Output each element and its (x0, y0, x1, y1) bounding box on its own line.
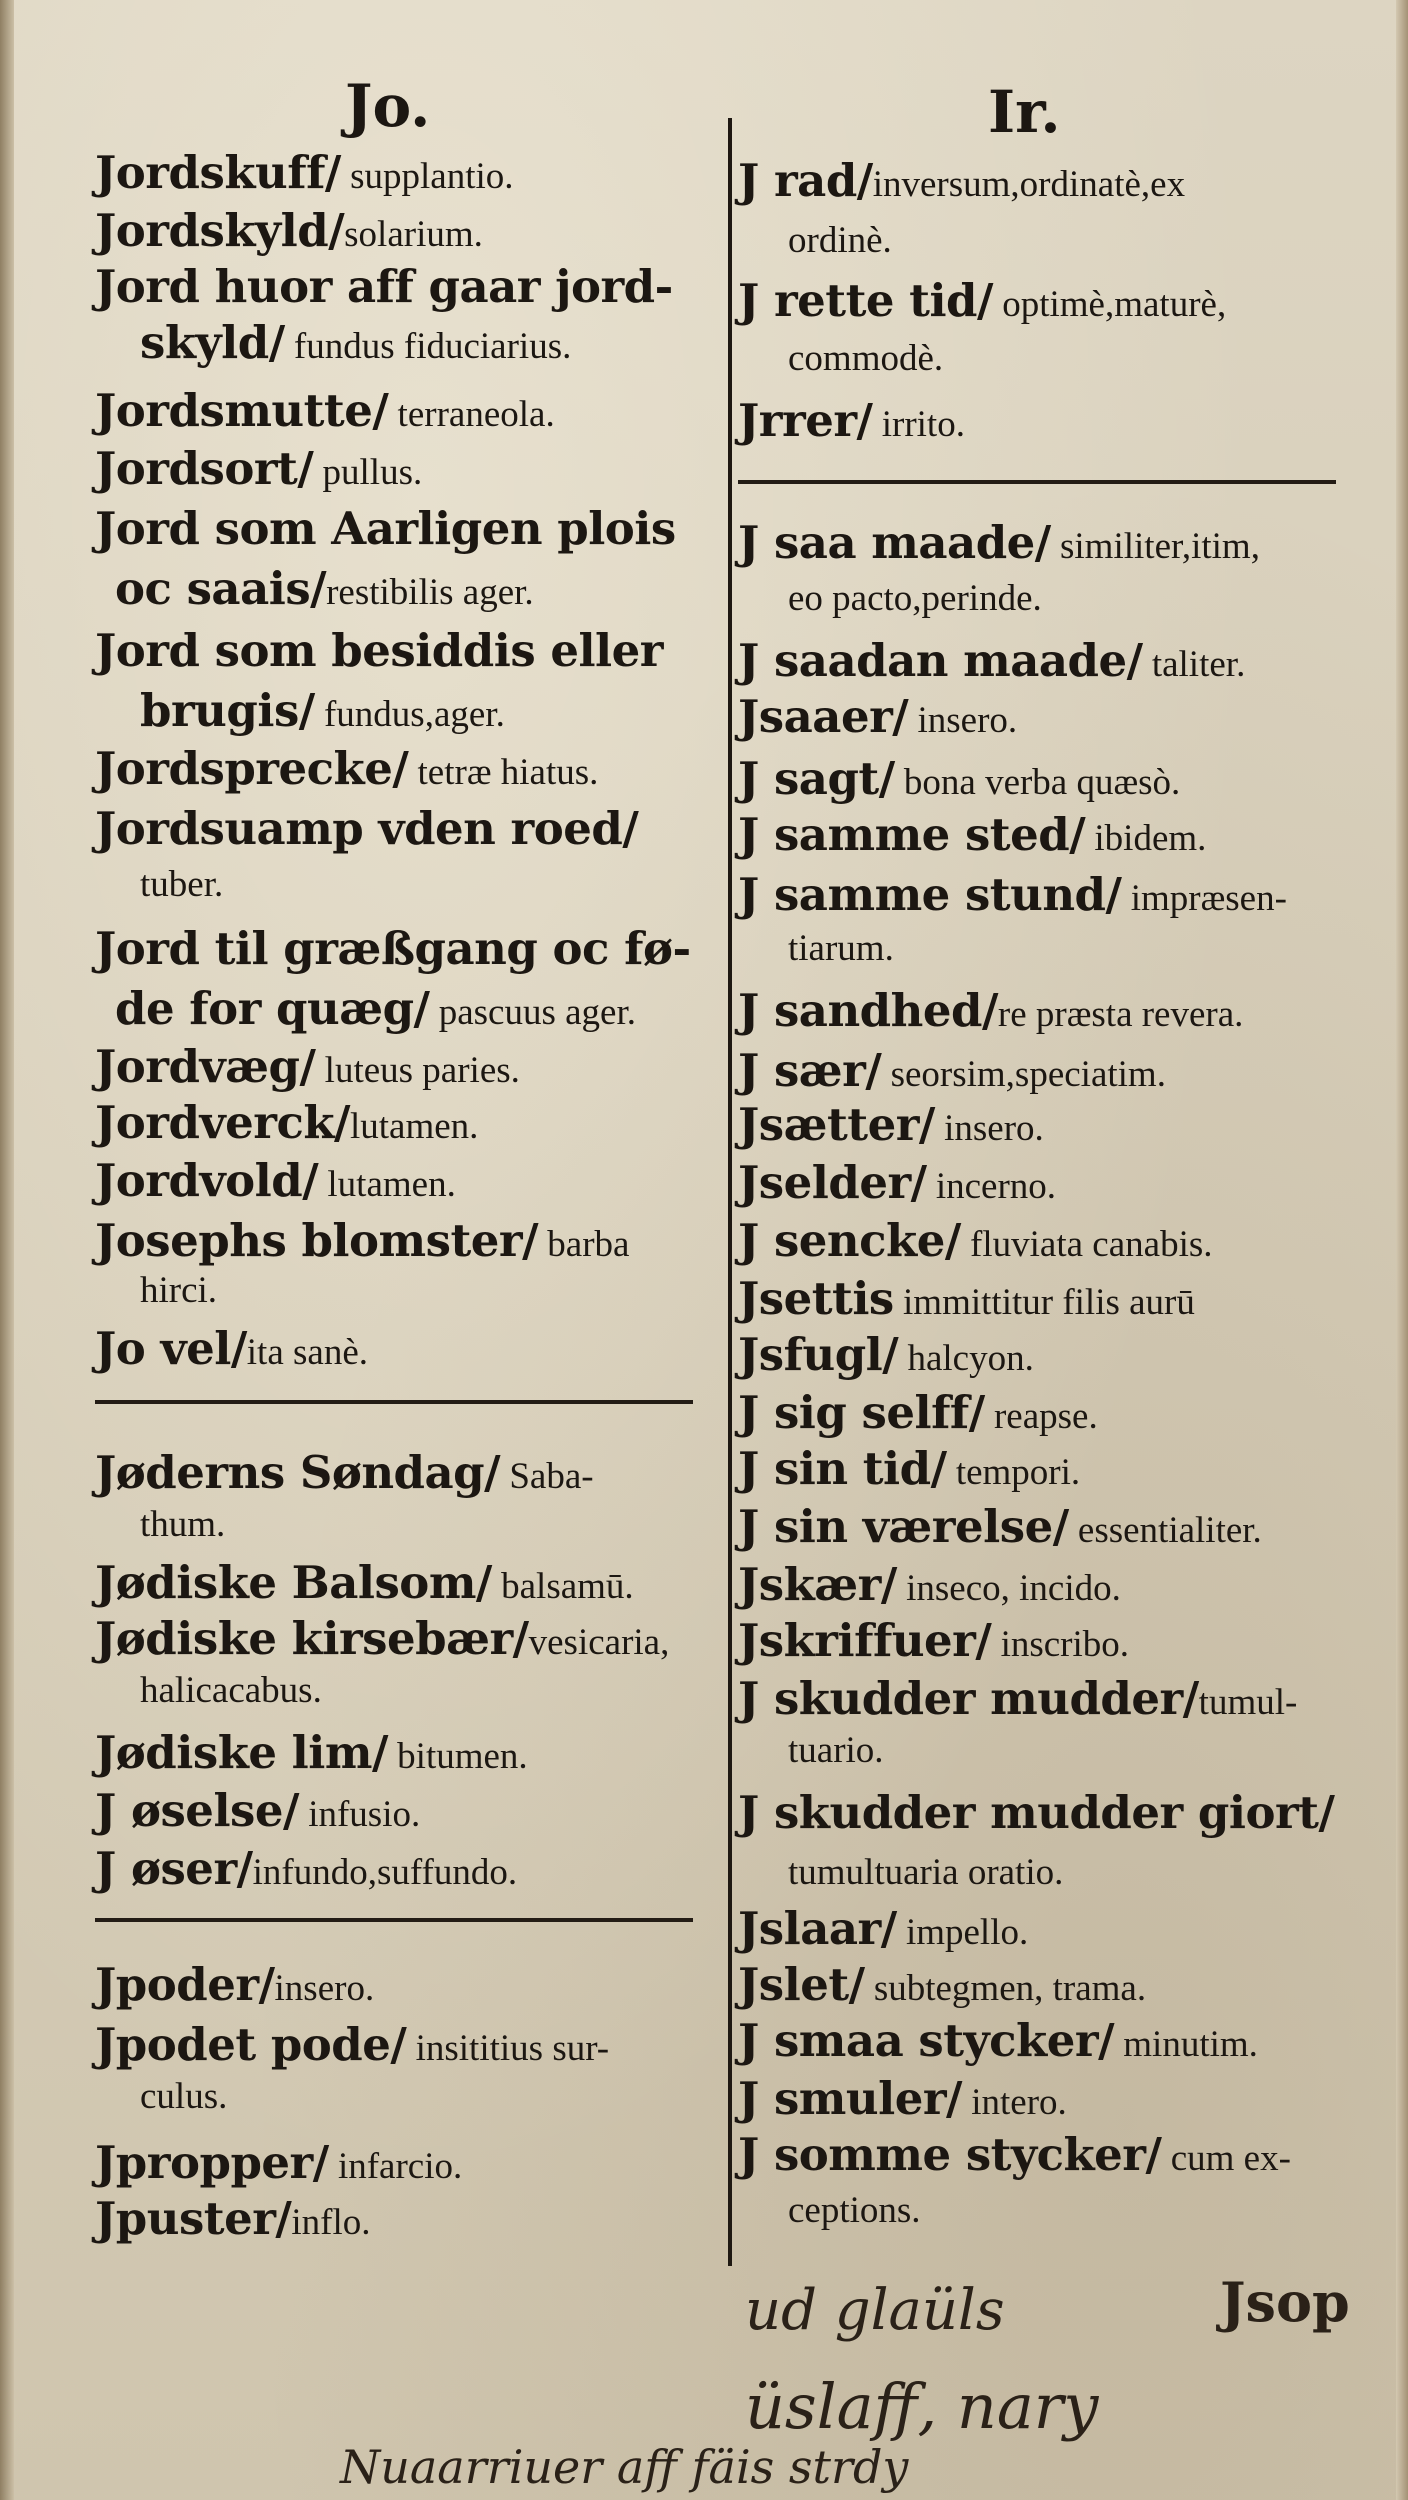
section-rule-left-2 (95, 1918, 693, 1922)
latin-gloss: tetræ hiatus. (408, 752, 599, 793)
right-column-entry (738, 634, 1246, 687)
right-column-entry (738, 984, 1244, 1037)
page-left-edge (0, 0, 14, 2500)
latin-gloss: irrito. (872, 404, 965, 445)
headword: Jord til græßgang oc fø- (95, 922, 691, 975)
headword: Jslaar/ (738, 1902, 897, 1955)
left-column-entry (95, 1446, 594, 1499)
left-column-entry (140, 866, 223, 903)
left-column-entry (140, 1506, 225, 1543)
latin-gloss: solarium. (344, 214, 483, 255)
headword: J smaa stycker/ (738, 2014, 1115, 2067)
left-column-entry (95, 1040, 520, 1093)
right-column-entry (788, 1854, 1063, 1891)
handwritten-note-1b: Jsop (1220, 2270, 1350, 2334)
headword: Jsætter/ (738, 1098, 935, 1151)
latin-gloss: tiarum. (788, 928, 894, 969)
left-column-entry (95, 260, 673, 313)
left-column-entry (140, 1672, 322, 1709)
right-column-entry (738, 1958, 1147, 2011)
latin-gloss: lutamen. (349, 1106, 479, 1147)
right-column-entry (738, 868, 1287, 921)
left-column-entry (95, 1556, 634, 1609)
headword: J somme stycker/ (738, 2128, 1162, 2181)
right-column-entry (738, 1500, 1262, 1553)
headword: Jslet/ (738, 1958, 865, 2011)
left-column-entry (95, 1214, 630, 1267)
left-column-entry (95, 204, 483, 257)
headword: J sig selff/ (738, 1386, 985, 1439)
headword: Josephs blomster/ (95, 1214, 539, 1267)
left-column-entry (95, 1096, 479, 1149)
headword: Jsaaer/ (738, 690, 909, 743)
headword: Jskær/ (738, 1558, 897, 1611)
right-column-entry (738, 1044, 1166, 1097)
headword: J sær/ (738, 1044, 882, 1097)
right-column-entry (738, 1156, 1057, 1209)
latin-gloss: minutim. (1114, 2024, 1258, 2065)
headword: J rad/ (738, 154, 873, 207)
headword: brugis/ (140, 684, 315, 737)
latin-gloss: halcyon. (898, 1338, 1034, 1379)
headword: Jødiske lim/ (95, 1726, 388, 1779)
headword: J sin tid/ (738, 1442, 947, 1495)
headword: Jsettis (738, 1272, 894, 1325)
latin-gloss: eo pacto,perinde. (788, 578, 1042, 619)
headword: Jpoder/ (95, 1958, 275, 2011)
latin-gloss: luteus paries. (315, 1050, 520, 1091)
right-column-entry (738, 1558, 1121, 1611)
right-column-entry (738, 808, 1207, 861)
latin-gloss: ita sanè. (246, 1332, 369, 1373)
headword: Jo vel/ (95, 1322, 247, 1375)
headword: Jordsprecke/ (95, 742, 409, 795)
headword: Jødiske kirsebær/ (95, 1612, 529, 1665)
right-column-entry (738, 1902, 1029, 1955)
left-column-entry (140, 316, 572, 369)
headword: Jordsort/ (95, 442, 314, 495)
latin-gloss: re præsta revera. (997, 994, 1244, 1035)
right-column-entry (738, 2072, 1067, 2125)
latin-gloss: lutamen. (318, 1164, 456, 1205)
latin-gloss: commodè. (788, 338, 944, 379)
left-column-entry (95, 146, 514, 199)
latin-gloss: pullus. (313, 452, 423, 493)
headword: Jpodet pode/ (95, 2018, 407, 2071)
latin-gloss: inflo. (291, 2202, 371, 2243)
left-column-entry (95, 2192, 371, 2245)
latin-gloss: hirci. (140, 1270, 218, 1311)
headword: J sagt/ (738, 752, 895, 805)
left-column-entry (95, 384, 555, 437)
right-column-entry (738, 1386, 1098, 1439)
latin-gloss: infarcio. (328, 2146, 463, 2187)
left-column-entry (140, 684, 505, 737)
right-column-entry (738, 1614, 1130, 1667)
left-column-entry (95, 922, 691, 975)
latin-gloss: impello. (896, 1912, 1029, 1953)
headword: Jsfugl/ (738, 1328, 899, 1381)
latin-gloss: fluviata canabis. (960, 1224, 1213, 1265)
left-column-entry (95, 1612, 670, 1665)
latin-gloss: insero. (934, 1108, 1044, 1149)
headword: Jskriffuer/ (738, 1614, 992, 1667)
latin-gloss: tuber. (140, 864, 224, 905)
right-column-entry (738, 1272, 1195, 1325)
latin-gloss: insero. (908, 700, 1018, 741)
latin-gloss: halicacabus. (140, 1670, 322, 1711)
latin-gloss: tempori. (946, 1452, 1081, 1493)
latin-gloss: pascuus ager. (429, 992, 637, 1033)
latin-gloss: incerno. (926, 1166, 1057, 1207)
latin-gloss: insero. (274, 1968, 375, 2009)
left-column-entry (95, 802, 639, 855)
latin-gloss: balsamū. (491, 1566, 634, 1607)
headword: Jordsuamp vden roed/ (95, 802, 639, 855)
handwritten-note-2: üslaff, nary (745, 2370, 1099, 2443)
latin-gloss: insititius sur- (406, 2028, 610, 2069)
latin-gloss: infundo,suffundo. (252, 1852, 518, 1893)
left-column-entry (115, 982, 637, 1035)
latin-gloss: ceptions. (788, 2190, 921, 2231)
column-divider-line (728, 118, 732, 2266)
latin-gloss: reapse. (984, 1396, 1098, 1437)
latin-gloss: ibidem. (1085, 818, 1207, 859)
latin-gloss: subtegmen, trama. (864, 1968, 1147, 2009)
headword: J skudder mudder giort/ (738, 1786, 1335, 1839)
headword: J samme stund/ (738, 868, 1122, 921)
handwritten-note-3: Nuaarriuer aff fäis strdy (340, 2440, 909, 2494)
right-column-entry (788, 222, 892, 259)
left-column-entry (95, 1842, 518, 1895)
headword: Jordverck/ (95, 1096, 350, 1149)
latin-gloss: inscribo. (991, 1624, 1130, 1665)
headword: J saa maade/ (738, 516, 1051, 569)
headword: J sin værelse/ (738, 1500, 1069, 1553)
latin-gloss: essentialiter. (1068, 1510, 1262, 1551)
latin-gloss: fundus,ager. (314, 694, 505, 735)
right-column-entry (738, 516, 1260, 569)
right-column-entry (738, 690, 1018, 743)
latin-gloss: tumultuaria oratio. (788, 1852, 1064, 1893)
right-column-entry (738, 1328, 1034, 1381)
latin-gloss: similiter,itim, (1050, 526, 1260, 567)
left-column-entry (95, 442, 423, 495)
right-column-entry (788, 930, 894, 967)
right-column-entry (788, 340, 943, 377)
headword: Jpropper/ (95, 2136, 329, 2189)
left-column-entry (95, 2018, 610, 2071)
latin-gloss: terraneola. (388, 394, 555, 435)
left-column-entry (95, 1784, 421, 1837)
latin-gloss: bona verba quæsò. (894, 762, 1181, 803)
left-column-entry (95, 742, 599, 795)
latin-gloss: restibilis ager. (326, 572, 534, 613)
right-column-entry (738, 1786, 1335, 1839)
latin-gloss: thum. (140, 1504, 226, 1545)
latin-gloss: cum ex- (1161, 2138, 1291, 2179)
left-column-entry (95, 502, 676, 555)
headword: Jord som Aarligen plois (95, 502, 676, 555)
latin-gloss: Saba- (500, 1456, 594, 1497)
headword: oc saais/ (115, 562, 327, 615)
right-column-entry (738, 154, 1186, 207)
latin-gloss: seorsim,speciatim. (881, 1054, 1166, 1095)
headword: J øselse/ (95, 1784, 299, 1837)
headword: Jpuster/ (95, 2192, 292, 2245)
headword: Jordskuff/ (95, 146, 341, 199)
left-column-entry (140, 1272, 217, 1309)
left-column-heading: Jo. (345, 72, 431, 140)
headword: Jord som besiddis eller (95, 624, 663, 677)
left-column-entry (95, 1958, 375, 2011)
headword: Jødiske Balsom/ (95, 1556, 492, 1609)
latin-gloss: tumul- (1198, 1682, 1298, 1723)
right-column-entry (788, 580, 1042, 617)
left-column-entry (95, 624, 663, 677)
latin-gloss: inversum,ordinatè,ex (872, 164, 1186, 205)
headword: J rette tid/ (738, 274, 993, 327)
latin-gloss: impræsen- (1121, 878, 1287, 919)
latin-gloss: bitumen. (387, 1736, 528, 1777)
headword: J skudder mudder/ (738, 1672, 1199, 1725)
headword: J øser/ (95, 1842, 253, 1895)
latin-gloss: barba (538, 1224, 630, 1265)
right-column-entry (738, 274, 1227, 327)
right-column-entry (738, 2128, 1291, 2181)
right-column-entry (788, 1732, 884, 1769)
latin-gloss: optimè,maturè, (992, 284, 1227, 325)
latin-gloss: fundus fiduciarius. (284, 326, 572, 367)
left-column-entry (95, 1322, 369, 1375)
headword: Jordsmutte/ (95, 384, 389, 437)
headword: J sandhed/ (738, 984, 998, 1037)
latin-gloss: inseco, incido. (896, 1568, 1121, 1609)
headword: J samme sted/ (738, 808, 1086, 861)
headword: Jrrer/ (738, 394, 873, 447)
section-rule-right (738, 480, 1336, 484)
latin-gloss: ordinè. (788, 220, 892, 261)
headword: de for quæg/ (115, 982, 430, 1035)
headword: J saadan maade/ (738, 634, 1143, 687)
right-column-entry (738, 2014, 1258, 2067)
left-column-entry (115, 562, 534, 615)
section-rule-left-1 (95, 1400, 693, 1404)
latin-gloss: intero. (962, 2082, 1067, 2123)
headword: J smuler/ (738, 2072, 962, 2125)
left-column-entry (140, 2078, 227, 2115)
right-column-entry (788, 2192, 921, 2229)
left-column-entry (95, 1726, 528, 1779)
latin-gloss: immittitur filis aurū (893, 1282, 1195, 1323)
right-column-entry (738, 1672, 1298, 1725)
headword: Jordvold/ (95, 1154, 319, 1207)
latin-gloss: vesicaria, (528, 1622, 670, 1663)
latin-gloss: tuario. (788, 1730, 884, 1771)
right-column-entry (738, 1214, 1213, 1267)
headword: Jøderns Søndag/ (95, 1446, 501, 1499)
latin-gloss: taliter. (1142, 644, 1246, 685)
latin-gloss: infusio. (298, 1794, 421, 1835)
left-column-entry (95, 2136, 463, 2189)
latin-gloss: supplantio. (340, 156, 514, 197)
right-column-entry (738, 394, 965, 447)
latin-gloss: culus. (140, 2076, 228, 2117)
headword: skyld/ (140, 316, 285, 369)
headword: Jord huor aff gaar jord- (95, 260, 673, 313)
right-column-entry (738, 1098, 1044, 1151)
right-column-heading: Ir. (988, 78, 1061, 146)
headword: Jordvæg/ (95, 1040, 316, 1093)
right-column-entry (738, 752, 1181, 805)
headword: Jselder/ (738, 1156, 927, 1209)
left-column-entry (95, 1154, 456, 1207)
handwritten-note-1a: ud glaüls (745, 2278, 1005, 2343)
headword: J sencke/ (738, 1214, 961, 1267)
right-column-entry (738, 1442, 1081, 1495)
headword: Jordskyld/ (95, 204, 345, 257)
page-right-edge (1396, 0, 1408, 2500)
